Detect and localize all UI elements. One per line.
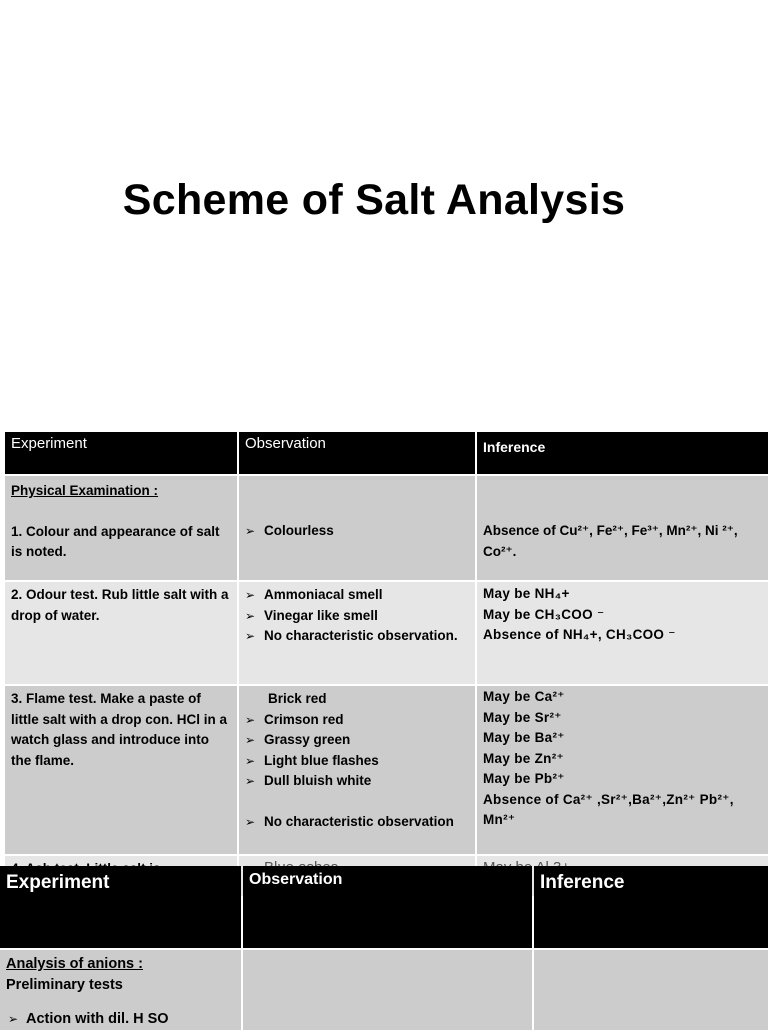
list-item: ➢ Crimson red [243,710,471,731]
row3-inference [477,686,768,854]
list-item: ➢ Dull bluish white [243,771,471,792]
page-title: Scheme of Salt Analysis [122,176,626,224]
header-observation: Observation [239,432,475,474]
salt-analysis-table [5,432,768,866]
anion-analysis-table [0,866,768,1027]
list-item: ➢ No characteristic observation. [243,626,471,647]
row3-experiment: 3. Flame test. Make a paste of little salt with a drop con. HCl in a watch glass and introduce into the flame. [5,686,237,854]
list-item: ➢ Vinegar like smell [243,606,471,627]
list-item: ➢ Light blue flashes [243,751,471,772]
list-spacer [243,792,471,812]
list-item: ➢ Action with dil. H SO [6,1009,235,1030]
inference-line: May be Pb²⁺ [483,771,565,786]
colour-test-text: 1. Colour and appearance of salt is noted. [11,523,220,559]
row2-observation [239,582,475,684]
header-experiment: Experiment [0,866,241,948]
inference-line: May be Sr²⁺ [483,709,562,725]
list-item: ➢ Grassy green [243,730,471,751]
list-item: ➢ Ammoniacal smell [243,585,471,606]
row2-experiment: 2. Odour test. Rub little salt with a drop of water. [5,582,237,684]
header-inference: Inference [534,866,768,948]
list-item: ➢ Colourless [243,521,471,542]
subsection-preliminary-tests: Preliminary tests [6,976,123,993]
anion-observation [243,950,532,1030]
anion-inference [534,950,768,1030]
inference-line: May be Zn²⁺ [483,750,564,766]
header-experiment: Experiment [5,432,237,474]
row3-observation [239,686,475,854]
header-inference: Inference [477,432,768,474]
section-physical-examination: Physical Examination : [11,483,159,498]
list-item: ➢ No characteristic observation [243,812,471,833]
header-observation: Observation [243,866,532,948]
inference-line: May be NH₄+ [483,586,570,601]
inference-line: Absence of NH₄+, CH₃COO ⁻ [483,627,676,642]
section-analysis-of-anions: Analysis of anions : [6,956,143,972]
list-item: Brick red [268,691,327,706]
inference-line: May be Ca²⁺ [483,689,565,704]
row1-inference: Absence of Cu²⁺, Fe²⁺, Fe³⁺, Mn²⁺, Ni ²⁺, Co²⁺. [477,476,768,580]
row2-inference [477,582,768,684]
inference-line: May be Ba²⁺ [483,730,565,745]
row1-observation [239,476,475,580]
anion-experiment [0,950,241,1030]
row1-experiment [5,476,237,580]
inference-line: May be CH₃COO ⁻ [483,606,605,622]
inference-line: Absence of Ca²⁺ ,Sr²⁺,Ba²⁺,Zn²⁺ Pb²⁺, Mn²⁺ [483,791,734,827]
